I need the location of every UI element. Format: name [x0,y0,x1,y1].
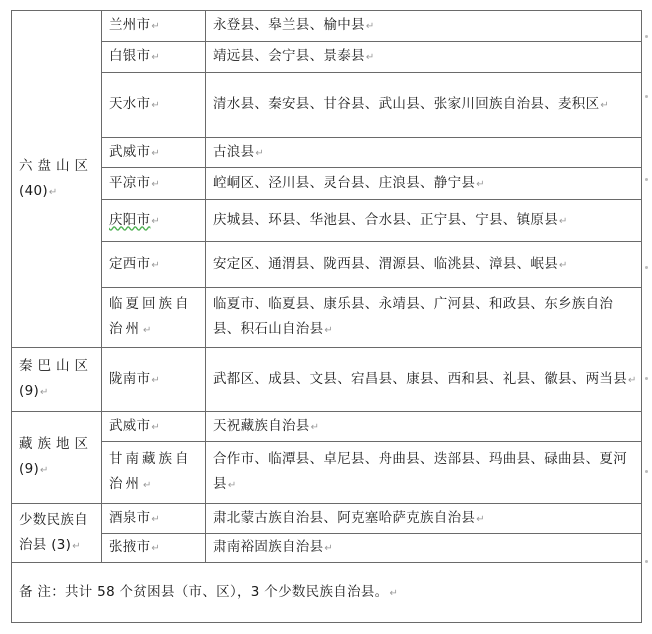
counties-cell: 武都区、成县、文县、宕昌县、康县、西和县、礼县、徽县、两当县↵ [206,348,642,412]
table-row [12,242,642,288]
counties-cell: 庆城县、环县、华池县、合水县、正宁县、宁县、镇原县↵ [206,200,642,242]
city-cell: 平凉市↵ [102,168,206,200]
margin-dot [645,95,648,98]
table-row [12,42,642,73]
counties-cell: 崆峒区、泾川县、灵台县、庄浪县、静宁县↵ [206,168,642,200]
table-row [12,412,642,442]
city-cell: 酒泉市↵ [102,504,206,534]
city-cell: 甘南藏族自治州↵ [102,442,206,504]
region-cell: 六盘山区 (40)↵ [12,11,102,348]
city-cell: 临夏回族自治州↵ [102,288,206,348]
note-text: 备 注：共计 58 个贫困县（市、区），3 个少数民族自治县。 [19,583,389,600]
counties-cell: 天祝藏族自治县↵ [206,412,642,442]
region-count: (40) [19,182,48,199]
poverty-county-table [11,10,642,623]
table-row [12,138,642,168]
table-row [12,288,642,348]
margin-dot [645,470,648,473]
table-row [12,504,642,534]
note-cell: 备 注：共计 58 个贫困县（市、区），3 个少数民族自治县。↵ [12,563,642,623]
margin-dot [645,266,648,269]
region-name: 少数民族自治县 [19,511,88,553]
table-row [12,200,642,242]
city-cell: 武威市↵ [102,412,206,442]
counties-cell: 永登县、皋兰县、榆中县↵ [206,11,642,42]
counties-cell: 清水县、秦安县、甘谷县、武山县、张家川回族自治县、麦积区↵ [206,73,642,138]
city-cell: 天水市↵ [102,73,206,138]
table-row [12,348,642,412]
counties-cell: 临夏市、临夏县、康乐县、永靖县、广河县、和政县、东乡族自治县、积石山自治县↵ [206,288,642,348]
city-cell: 陇南市↵ [102,348,206,412]
region-cell: 秦巴山区 (9)↵ [12,348,102,412]
margin-dot [645,560,648,563]
city-cell: 兰州市↵ [102,11,206,42]
city-cell: 定西市↵ [102,242,206,288]
table-row [12,168,642,200]
table-row [12,442,642,504]
region-cell: 藏族地区 (9)↵ [12,412,102,504]
margin-dot [645,35,648,38]
city-cell: 张掖市↵ [102,534,206,563]
counties-cell: 安定区、通渭县、陇西县、渭源县、临洮县、漳县、岷县↵ [206,242,642,288]
region-name: 六盘山区 [19,157,93,174]
region-count: (3) [51,536,72,553]
region-count: (9) [19,383,40,399]
counties-cell: 古浪县↵ [206,138,642,168]
margin-dot [645,178,648,181]
region-name: 藏族地区 [19,436,93,452]
margin-dot [645,377,648,380]
counties-cell: 合作市、临潭县、卓尼县、舟曲县、迭部县、玛曲县、碌曲县、夏河县↵ [206,442,642,504]
table-row [12,563,642,623]
region-name: 秦巴山区 [19,358,93,374]
region-cell: 少数民族自治县 (3)↵ [12,504,102,563]
region-count: (9) [19,461,40,477]
table-row [12,534,642,563]
table-row [12,73,642,138]
counties-cell: 肃南裕固族自治县↵ [206,534,642,563]
city-cell: 武威市↵ [102,138,206,168]
city-cell: 庆阳市↵ [102,200,206,242]
table-row [12,11,642,42]
city-cell: 白银市↵ [102,42,206,73]
counties-cell: 肃北蒙古族自治县、阿克塞哈萨克族自治县↵ [206,504,642,534]
counties-cell: 靖远县、会宁县、景泰县↵ [206,42,642,73]
